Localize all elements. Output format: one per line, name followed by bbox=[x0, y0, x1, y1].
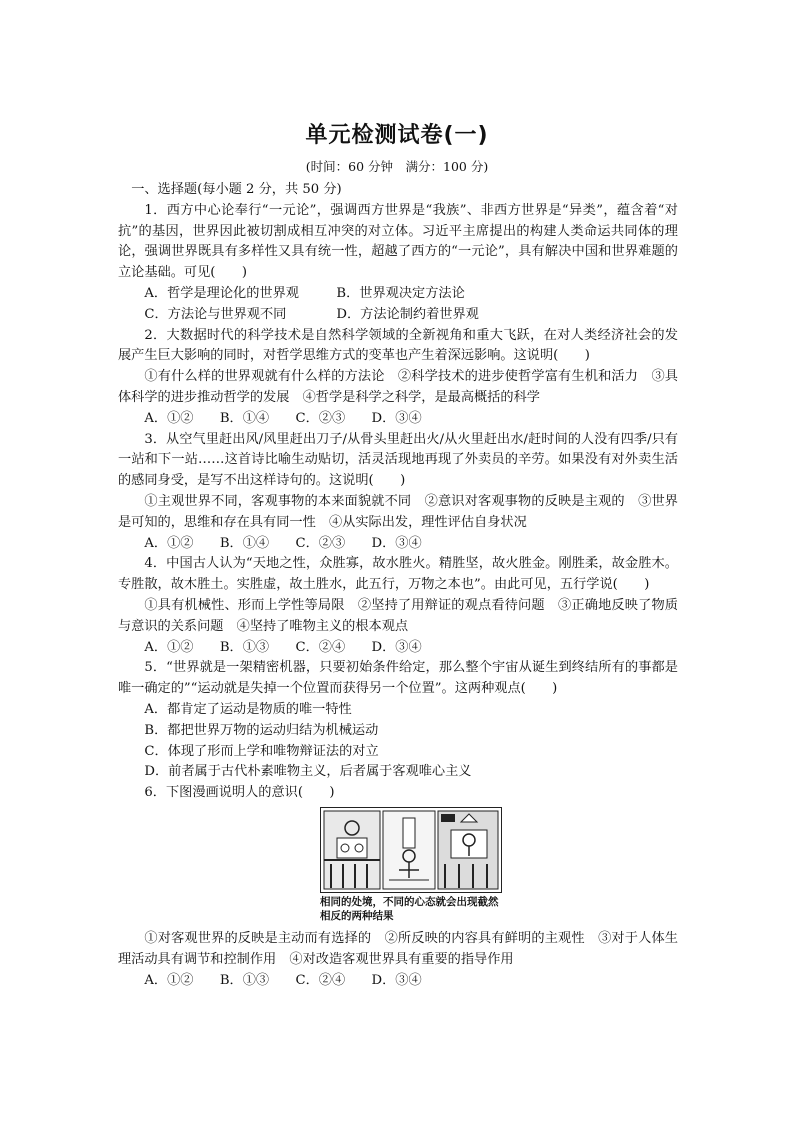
cartoon-image bbox=[320, 807, 502, 893]
question-2-stem: 2．大数据时代的科学技术是自然科学领域的全新视角和重大飞跃，在对人类经济社会的发展产生巨大影响的同时，对哲学思维方式的变革也产生着深远影响。这说明( ) bbox=[118, 327, 678, 364]
question-1-options-row1 bbox=[118, 284, 678, 305]
question-6-statements: ①对客观世界的反映是主动而有选择的 ②所反映的内容具有鲜明的主观性 ③对于人体生理活动具有调节和控制作用 ④对改造客观世界具有重要的指导作用 bbox=[118, 930, 678, 967]
question-1-option-b: B．世界观决定方法论 bbox=[336, 285, 465, 301]
question-6-stem: 6．下图漫画说明人的意识( ) bbox=[144, 785, 335, 801]
document-body bbox=[118, 180, 678, 991]
question-1-option-c: C．方法论与世界观不同 bbox=[144, 306, 287, 322]
question-2-statements: ①有什么样的世界观就有什么样的方法论 ②科学技术的进步使哲学富有生机和活力 ③具体科学的进步推动哲学的发展 ④哲学是科学之科学，是最高概括的科学 bbox=[118, 369, 678, 405]
question-2-answers: A．①② B．①④ C．②③ D．③④ bbox=[144, 410, 422, 426]
question-5-option-d: D．前者属于古代朴素唯物主义，后者属于客观唯心主义 bbox=[144, 764, 472, 780]
question-6-answers: A．①② B．①③ C．②④ D．③④ bbox=[144, 972, 422, 988]
question-4-answers: A．①② B．①③ C．②④ D．③④ bbox=[144, 639, 422, 655]
question-3-stem: 3．从空气里赶出风/风里赶出刀子/从骨头里赶出火/从火里赶出水/赶时间的人没有四季/只有一站和下一站……这首诗比喻生动贴切，活灵活现地再现了外卖员的辛劳。如果没有对外卖生活的感同身受，是写不出这样诗句的。这说明( ) bbox=[118, 431, 678, 489]
question-4-statements: ①具有机械性、形而上学性等局限 ②坚持了用辩证的观点看待问题 ③正确地反映了物质与意识的关系问题 ④坚持了唯物主义的根本观点 bbox=[118, 597, 678, 634]
cartoon-caption: 相同的处境，不同的心态就会出现截然相反的两种结果 bbox=[320, 895, 499, 922]
section-heading: 一、选择题(每小题 2 分，共 50 分) bbox=[131, 182, 342, 197]
question-3-statements: ①主观世界不同，客观事物的本来面貌就不同 ②意识对客观事物的反映是主观的 ③世界是可知的，思维和存在具有同一性 ④从实际出发，理性评估自身状况 bbox=[118, 493, 678, 530]
question-5-stem: 5．“世界就是一架精密机器，只要初始条件给定，那么整个宇宙从诞生到终结所有的事都是唯一确定的”“运动就是失掉一个位置而获得另一个位置”。这两种观点( ) bbox=[118, 660, 678, 697]
question-3-answers: A．①② B．①④ C．②③ D．③④ bbox=[144, 535, 422, 551]
question-4-stem: 4．中国古人认为“天地之性，众胜寡，故水胜火。精胜坚，故火胜金。刚胜柔，故金胜木。专胜散，故木胜土。实胜虚，故土胜水，此五行，万物之本也”。由此可见，五行学说( ) bbox=[118, 556, 678, 593]
question-5-option-c: C．体现了形而上学和唯物辩证法的对立 bbox=[144, 743, 379, 759]
page-title: 单元检测试卷(一) bbox=[305, 123, 489, 148]
cartoon-figure bbox=[320, 807, 502, 923]
question-1-option-d: D．方法论制约着世界观 bbox=[336, 306, 479, 322]
exam-time-score: (时间：60 分钟 满分：100 分) bbox=[305, 159, 489, 174]
question-5-option-b: B．都把世界万物的运动归结为机械运动 bbox=[144, 722, 379, 738]
question-1-options-row2 bbox=[118, 305, 678, 326]
question-5-option-a: A．都肯定了运动是物质的唯一特性 bbox=[144, 701, 352, 717]
question-1-stem: 1．西方中心论奉行“一元论”，强调西方世界是“我族”、非西方世界是“异类”，蕴含着“对抗”的基因，世界因此被切割成相互冲突的对立体。习近平主席提出的构建人类命运共同体的理论，强调世界既具有多样性又具有统一性，超越了西方的“一元论”，具有解决中国和世界难题的立论基础。可见( ) bbox=[118, 202, 678, 281]
question-1-option-a: A．哲学是理论化的世界观 bbox=[144, 285, 299, 301]
